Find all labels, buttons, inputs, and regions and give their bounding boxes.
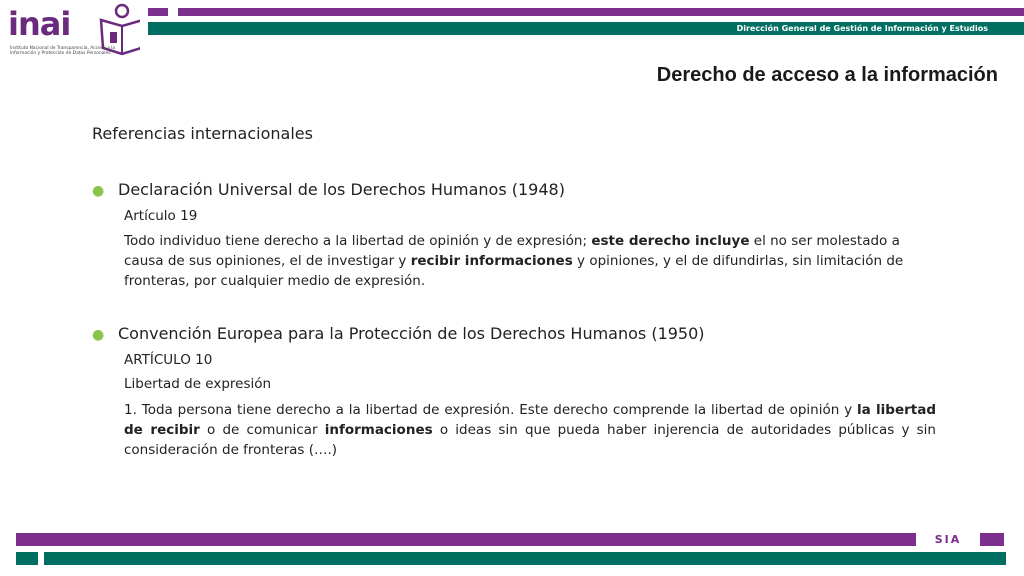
header-bar-purple-small <box>148 8 168 16</box>
article-10-text-bold-2: informaciones <box>324 422 433 438</box>
footer-bar-purple-small <box>980 533 1004 546</box>
article-10-label: ARTÍCULO 10 <box>124 352 213 368</box>
article-19-text-a: Todo individuo tiene derecho a la libertad de opinión y de expresión; <box>124 233 592 249</box>
bullet-dot-icon: ● <box>92 183 105 199</box>
bullet-item-2 <box>92 324 705 343</box>
footer-bar-purple <box>16 533 916 546</box>
article-19-text <box>124 231 936 291</box>
article-19-label: Artículo 19 <box>124 208 198 224</box>
logo-wordmark: inai <box>8 5 71 43</box>
article-10-text-bold-1: la libertad de recibir <box>124 402 936 438</box>
article-10-text-a: 1. Toda persona tiene derecho a la libertad de expresión. Este derecho comprende la libertad de opinión y <box>124 402 858 418</box>
article-10-subtitle: Libertad de expresión <box>124 376 272 392</box>
bullet-item-1 <box>92 180 565 199</box>
footer-bar-teal <box>44 552 1006 565</box>
footer-brand: SIA <box>920 533 976 546</box>
article-19-text-bold-2: recibir informaciones <box>410 253 573 269</box>
department-label: Dirección General de Gestión de Información y Estudios <box>733 22 988 35</box>
header-bar-purple <box>178 8 1024 16</box>
article-10-text <box>124 400 936 460</box>
bullet-item-1-label: Declaración Universal de los Derechos Humanos (1948) <box>118 180 565 199</box>
bullet-item-2-label: Convención Europea para la Protección de los Derechos Humanos (1950) <box>118 324 705 343</box>
section-heading: Referencias internacionales <box>92 124 313 143</box>
footer-bar-teal-small <box>16 552 38 565</box>
logo-subtitle: Instituto Nacional de Transparencia, Acceso a la Información y Protección de Datos Personales <box>10 46 116 57</box>
article-10-text-e: o ideas sin que pueda haber injerencia de autoridades públicas y sin consideración de fronteras (….) <box>124 422 936 458</box>
article-19-text-c: el no ser molestado a causa de sus opiniones, el de investigar y <box>124 233 900 269</box>
article-19-text-e: y opiniones, y el de difundirlas, sin limitación de fronteras, por cualquier medio de expresión. <box>124 253 904 289</box>
article-10-text-c: o de comunicar <box>199 422 325 438</box>
page-title: Derecho de acceso a la información <box>656 64 998 86</box>
bullet-dot-icon: ● <box>92 327 105 343</box>
article-19-text-bold-1: este derecho incluye <box>591 233 750 249</box>
